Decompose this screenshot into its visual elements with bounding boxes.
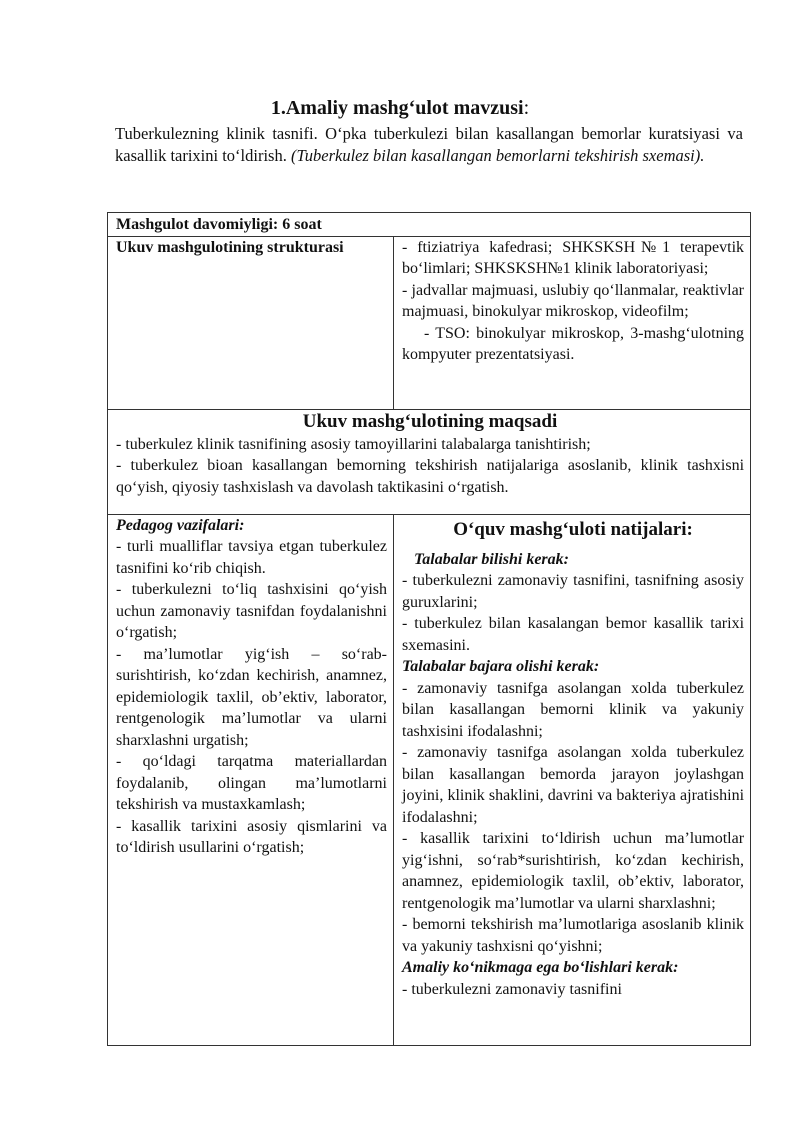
know-heading: Talabalar bilishi kerak:: [414, 550, 569, 568]
structure-list: [394, 236, 751, 409]
do-item: - bemorni tekshirish ma’lumotlariga asoslanib klinik va yakuniy tashxisni qo‘yishni;: [402, 916, 745, 955]
do-heading: Talabalar bajara olishi kerak:: [402, 658, 600, 675]
structure-label: Ukuv mashgulotining strukturasi: [108, 236, 394, 409]
duration-cell: Mashgulot davomiyligi: 6 soat: [108, 213, 751, 237]
know-item: - tuberkulezni zamonaviy tasnifini, tasnifning asosiy guruxlarini;: [402, 572, 745, 611]
pedagog-tasks-cell: [108, 514, 394, 1045]
structure-item: - jadvallar majmuasi, uslubiy qo‘llanmalar, reaktivlar majmuasi, binokulyar mikroskop, videofilm;: [402, 281, 745, 320]
lesson-topic: [115, 123, 743, 167]
structure-item: - ftiziatriya kafedrasi; SHKSKSH№1 terapevtik bo‘limlari; SHKSKSH№1 klinik laboratoriyasi;: [402, 238, 745, 277]
pedagog-item: - qo‘ldagi tarqatma materiallardan foydalanib, olingan ma’lumotlarni tekshirish va mustaxkamlash;: [116, 753, 387, 813]
pedagog-item: - turli mualliflar tavsiya etgan tuberkulez tasnifini ko‘rib chiqish.: [116, 538, 387, 577]
pedagog-item: - ma’lumotlar yig‘ish – so‘rab-surishtirish, ko‘zdan kechirish, anamnez, epidemiologik taxlil, ob’ektiv, laborator, rentgenologik ma’lumotlar va ularni sharxlashni urgatish;: [116, 645, 387, 749]
skills-item: - tuberkulezni zamonaviy tasnifini: [402, 980, 622, 998]
goal-cell: [108, 409, 751, 514]
goal-row: [108, 409, 751, 514]
lesson-title-colon: :: [523, 97, 530, 119]
do-item: - zamonaviy tasnifga asolangan xolda tuberkulez bilan kasallangan bemorda jarayon joylashgan joyini, klinik shaklini, davrini va bakteriya ajratishini ifodalashni;: [402, 744, 745, 826]
results-heading: O‘quv mashg‘uloti natijalari:: [453, 518, 693, 540]
lesson-plan-table: [107, 212, 751, 1046]
pedagog-heading: Pedagog vazifalari:: [116, 516, 245, 534]
goal-heading: Ukuv mashg‘ulotining maqsadi: [302, 410, 558, 432]
do-item: - kasallik tarixini to‘ldirish uchun ma’lumotlar yig‘ishni, so‘rab*surishtirish, ko‘zdan kechirish, anamnez, epidemiologik taxlil, ob’ektiv, laborator, rentgenologik ma’lumotlar va ularni sharxlashni;: [402, 830, 745, 912]
structure-row: [108, 236, 751, 409]
skills-heading: Amaliy ko‘nikmaga ega bo‘lishlari kerak:: [402, 959, 679, 976]
pedagog-item: - tuberkulezni to‘liq tashxisini qo‘yish uchun zamonaviy tasnifdan foydalanishni o‘rgatish;: [116, 581, 387, 641]
know-item: - tuberkulez bilan kasalangan bemor kasallik tarixi sxemasini.: [402, 615, 745, 654]
duration-row: [108, 213, 751, 237]
structure-item: - TSO: binokulyar mikroskop, 3-mashg‘ulotning kompyuter prezentatsiyasi.: [402, 324, 745, 363]
lesson-topic-note: (Tuberkulez bilan kasallangan bemorlarni tekshirish sxemasi).: [290, 146, 705, 165]
results-cell: [394, 514, 751, 1045]
pedagog-item: - kasallik tarixini asosiy qismlarini va to‘ldirish usullarini o‘rgatish;: [116, 817, 387, 856]
do-item: - zamonaviy tasnifga asolangan xolda tuberkulez bilan kasallangan bemorni klinik va yakuniy tashxisini ifodalashni;: [402, 679, 745, 740]
goal-item: - tuberkulez bioan kasallangan bemorning tekshirish natijalariga asoslanib, klinik tashxisni qo‘yish, qiyosiy tashxislash va davolash taktikasini o‘rgatish.: [116, 457, 745, 496]
goal-item: - tuberkulez klinik tasnifining asosiy tamoyillarini talabalarga tanishtirish;: [116, 435, 591, 453]
lesson-title-text: 1.Amaliy mashg‘ulot mavzusi: [270, 97, 524, 119]
tasks-results-row: [108, 514, 751, 1045]
lesson-topic-text: Tuberkulezning klinik tasnifi. O‘pka tuberkulezi bilan kasallangan bemorlar kuratsiyasi va kasallik tarixini to‘ldirish.: [115, 124, 743, 165]
lesson-title: [0, 97, 800, 120]
